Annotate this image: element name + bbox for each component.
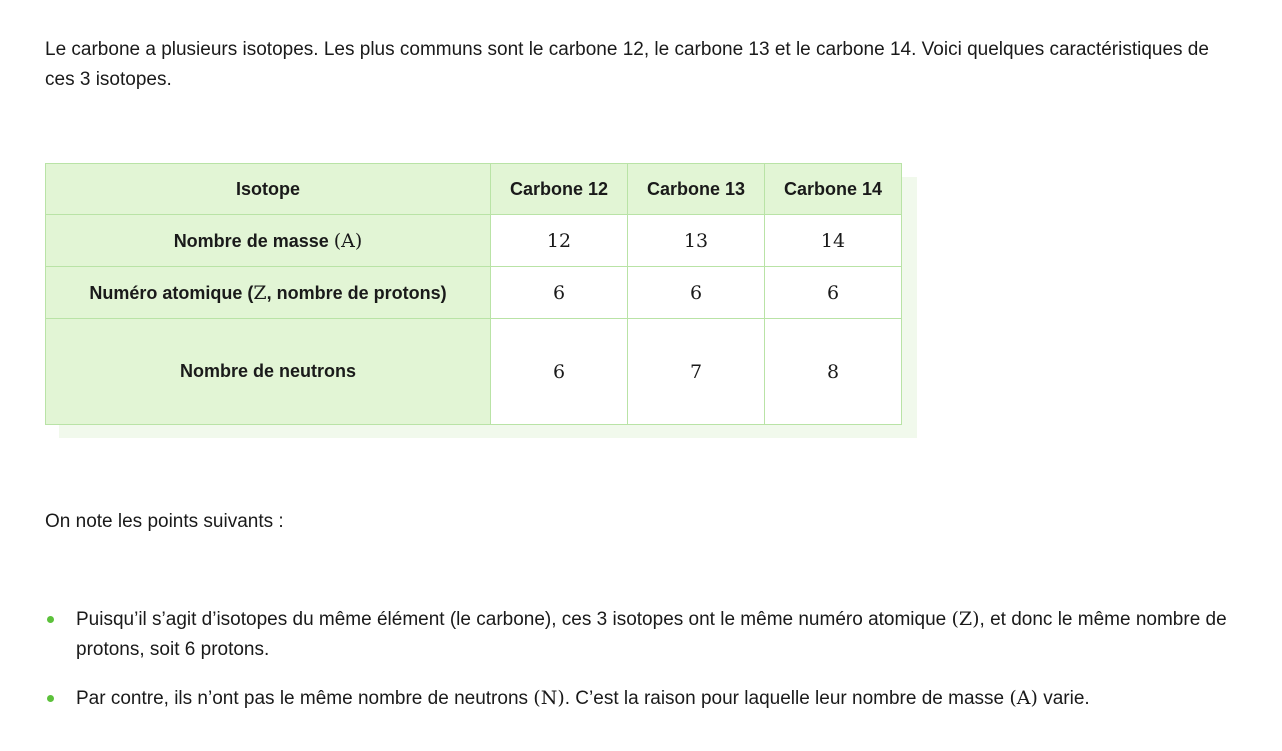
table-cell: 6 [491, 267, 628, 319]
row-label-neutrons: Nombre de neutrons [46, 319, 491, 425]
row-label-mass-number [46, 215, 491, 267]
table-header-row [46, 164, 902, 215]
list-item [45, 683, 1235, 714]
math-symbol-z: Z [253, 281, 267, 304]
math-symbol-a: (A) [333, 229, 363, 252]
point-text: Par contre, ils n’ont pas le même nombre de neutrons [76, 688, 534, 709]
math-symbol-a: (A) [1009, 687, 1038, 709]
table-cell: 6 [491, 319, 628, 425]
table-row-neutrons [46, 319, 902, 425]
header-carbone-14: Carbone 14 [765, 164, 902, 215]
bullet-icon [47, 616, 54, 623]
header-isotope: Isotope [46, 164, 491, 215]
list-item [45, 604, 1235, 665]
table-row-atomic-number [46, 267, 902, 319]
points-list [45, 604, 1235, 732]
table-cell: 6 [765, 267, 902, 319]
header-carbone-12: Carbone 12 [491, 164, 628, 215]
math-symbol-n: (N) [533, 687, 565, 709]
point-text: . C’est la raison pour laquelle leur nombre de masse [564, 688, 1010, 709]
point-text: Puisqu’il s’agit d’isotopes du même élément (le carbone), ces 3 isotopes ont le même numéro atomique [76, 609, 952, 630]
row-label-post: , nombre de protons) [266, 282, 447, 303]
table-cell: 13 [628, 215, 765, 267]
isotope-table-container [45, 163, 902, 425]
point-text: varie. [1037, 688, 1090, 709]
row-label-atomic-number [46, 267, 491, 319]
table-cell: 12 [491, 215, 628, 267]
table-cell: 8 [765, 319, 902, 425]
point-text: , et donc le même nombre de protons, soit 6 protons. [76, 609, 1227, 660]
isotope-table [45, 163, 902, 425]
notes-intro: On note les points suivants : [45, 511, 284, 532]
math-symbol-z: (Z) [951, 608, 980, 630]
table-row-mass-number [46, 215, 902, 267]
row-label-text: Nombre de masse [173, 230, 334, 251]
table-cell: 14 [765, 215, 902, 267]
header-carbone-13: Carbone 13 [628, 164, 765, 215]
intro-paragraph: Le carbone a plusieurs isotopes. Les plus communs sont le carbone 12, le carbone 13 et le carbone 14. Voici quelques caractéristiques de ces 3 isotopes. [45, 39, 1209, 90]
table-cell: 7 [628, 319, 765, 425]
row-label-pre: Numéro atomique ( [89, 282, 254, 303]
bullet-icon [47, 695, 54, 702]
table-cell: 6 [628, 267, 765, 319]
